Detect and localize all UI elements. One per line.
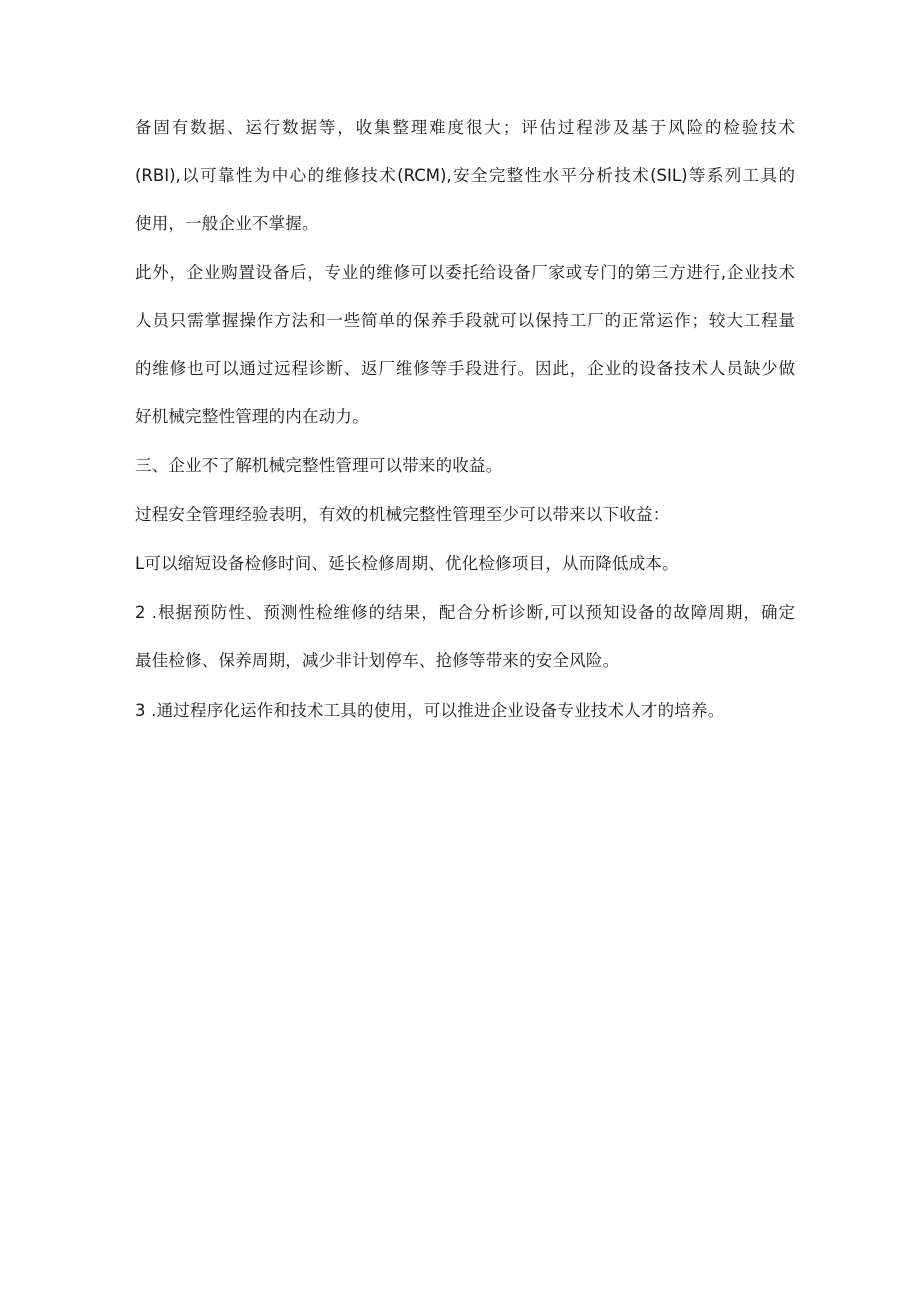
paragraph-line: 此外，企业购置设备后，专业的维修可以委托给设备厂家或专门的第三方进行,企业技术: [135, 263, 795, 282]
paragraph-line: 人员只需掌握操作方法和一些简单的保养手段就可以保持工厂的正常运作；较大工程量: [135, 311, 795, 330]
section-heading: 三、企业不了解机械完整性管理可以带来的收益。: [135, 456, 503, 475]
list-item: 3 .通过程序化运作和技术工具的使用，可以推进企业设备专业技术人才的培养。: [135, 701, 725, 720]
paragraph-line: 备固有数据、运行数据等，收集整理难度很大；评估过程涉及基于风险的检验技术: [135, 118, 795, 137]
intro-text: 过程安全管理经验表明，有效的机械完整性管理至少可以带来以下收益：: [135, 505, 670, 524]
document-body: [135, 116, 795, 723]
paragraph-line: 使用，一般企业不掌握。: [135, 214, 319, 233]
list-item-continuation: 最佳检修、保养周期，减少非计划停车、抢修等带来的安全风险。: [135, 651, 620, 670]
paragraph-line: 的维修也可以通过远程诊断、返厂维修等手段进行。因此，企业的设备技术人员缺少做: [135, 359, 795, 378]
list-item: 2 .根据预防性、预测性检维修的结果，配合分析诊断,可以预知设备的故障周期，确定: [135, 603, 795, 622]
paragraph-line: (RBI),以可靠性为中心的维修技术(RCM),安全完整性水平分析技术(SIL)等系列工具的: [135, 166, 795, 185]
paragraph-line: 好机械完整性管理的内在动力。: [135, 407, 369, 426]
list-item: L可以缩短设备检修时间、延长检修周期、优化检修项目，从而降低成本。: [135, 554, 679, 573]
